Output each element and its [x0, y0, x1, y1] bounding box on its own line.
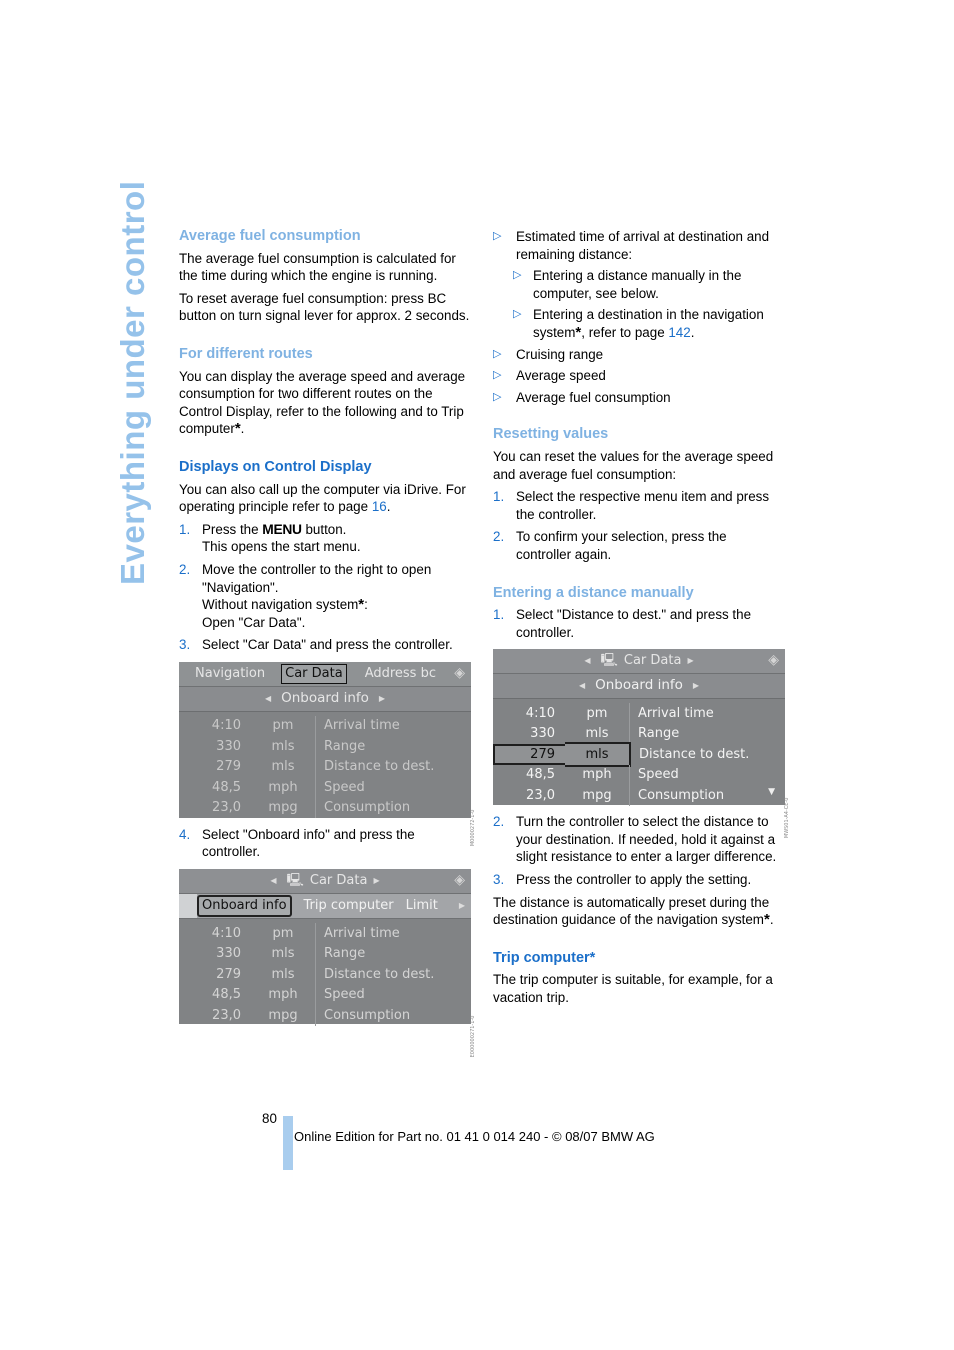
values-table — [179, 919, 471, 1028]
value: 279 — [493, 744, 565, 766]
row-label: Arrival time — [324, 718, 400, 734]
arrow-right-icon: ▶ — [458, 901, 465, 911]
unit: pm — [251, 716, 316, 737]
value: 23,0 — [212, 1007, 241, 1023]
value: 4:10 — [211, 718, 241, 734]
paragraph — [493, 894, 785, 929]
table-row-selected[interactable] — [493, 744, 785, 765]
steps-list — [493, 813, 785, 888]
table-row — [493, 703, 785, 724]
value: 23,0 — [212, 800, 241, 816]
list-item — [493, 346, 785, 364]
table-row — [179, 716, 471, 737]
arrow-right-icon: ▶ — [692, 681, 700, 691]
bullet-text: Entering a distance manually in the computer, see below. — [533, 268, 742, 301]
text: Without navigation system — [202, 597, 359, 613]
value: 48,5 — [212, 987, 241, 1003]
side-chapter-title: Everything under control — [114, 180, 151, 585]
menu-button-label: MENU — [262, 521, 302, 537]
table-row — [493, 765, 785, 786]
tab-indicator — [179, 894, 197, 918]
text: You can display the average speed and average consumption for two different routes on the Control Display, refer to the following and to Trip computer — [179, 368, 466, 437]
option-star: * — [234, 420, 241, 438]
list-item — [493, 813, 785, 866]
text: button. — [301, 521, 347, 537]
row-label: Consumption — [638, 787, 725, 803]
step-number: 2. — [179, 561, 191, 577]
value: 330 — [216, 946, 241, 962]
table-row — [179, 985, 471, 1006]
screen-onboard-info — [179, 869, 477, 1058]
step-number: 3. — [179, 637, 191, 653]
heading-average-fuel: Average fuel consumption — [179, 228, 361, 244]
step-number: 4. — [179, 826, 191, 842]
footer-accent-bar — [283, 1116, 293, 1170]
step-number: 2. — [493, 529, 505, 545]
row-label: Speed — [324, 987, 365, 1003]
step-number: 1. — [493, 607, 505, 623]
text: . — [240, 421, 245, 437]
list-item — [513, 306, 785, 341]
row-label: Speed — [324, 779, 365, 795]
unit: mls — [565, 724, 630, 745]
row-label: Distance to dest. — [324, 759, 435, 775]
table-row — [179, 944, 471, 965]
tab-onboard-info[interactable]: Onboard info — [197, 895, 292, 917]
arrow-right-icon: ▶ — [373, 876, 380, 886]
page-link-142[interactable]: 142 — [668, 324, 691, 340]
table-row — [493, 724, 785, 745]
screen-title-bar — [493, 649, 785, 674]
tab-limit[interactable]: Limit — [405, 898, 438, 914]
values-table — [493, 699, 785, 808]
value: 330 — [530, 726, 555, 742]
arrow-right-icon: ▶ — [378, 694, 386, 704]
bullet-arrow-icon: ▷ — [493, 347, 502, 360]
step-text: Select the respective menu item and press the controller. — [516, 489, 770, 522]
list-item — [493, 488, 785, 523]
list-item — [493, 606, 785, 641]
right-column — [493, 228, 791, 1012]
unit: mph — [565, 765, 630, 786]
bullet-arrow-icon: ▷ — [493, 390, 502, 403]
image-code: E000000271-1-0 — [470, 1016, 477, 1058]
list-item — [513, 267, 785, 302]
screen-title: Car Data — [623, 653, 682, 669]
row-label: Range — [324, 738, 366, 754]
list-item — [493, 528, 785, 563]
page-link-16[interactable]: 16 — [371, 499, 387, 515]
paragraph: You can reset the values for the average speed and average fuel consumption: — [493, 448, 774, 482]
arrow-right-icon: ▶ — [687, 656, 694, 666]
image-code: MWS01-A4-CE-0 — [784, 797, 791, 838]
bullet-arrow-icon: ▷ — [513, 308, 522, 321]
steps-list — [179, 521, 471, 654]
step-text: Select "Onboard info" and press the controller. — [202, 826, 415, 860]
bullet-text: Average speed — [516, 368, 606, 384]
row-label: Speed — [638, 767, 679, 783]
value: 4:10 — [525, 705, 555, 721]
text: . — [690, 324, 695, 340]
values-table — [179, 712, 471, 821]
bullet-text: Cruising range — [516, 346, 604, 362]
heading-different-routes: For different routes — [179, 345, 313, 362]
unit: pm — [565, 703, 630, 724]
value: 4:10 — [211, 925, 241, 941]
unit: mls — [251, 757, 316, 778]
text: This opens the start menu. — [202, 539, 361, 555]
unit: mls — [251, 964, 316, 985]
screen-sub-bar — [179, 687, 471, 712]
list-item — [179, 826, 471, 861]
bullet-text — [533, 306, 785, 341]
option-star: * — [763, 911, 770, 929]
paragraph: To reset average fuel consumption: press BC button on turn signal lever for approx. 2 seconds. — [179, 290, 470, 324]
text: Entering a destination in the navigation system — [533, 307, 764, 340]
left-column — [179, 228, 477, 1058]
step-text: Select "Distance to dest." and press the controller. — [516, 607, 752, 640]
value: 279 — [216, 759, 241, 775]
step-text: Select "Car Data" and press the controller. — [202, 637, 453, 653]
step-text: Turn the controller to select the distance to your destination. If needed, hold it against a slight resistance to enter a larger difference. — [516, 814, 777, 865]
car-icon: 🖳 — [600, 653, 618, 669]
table-row — [179, 777, 471, 798]
screen-distance-entry — [493, 649, 791, 838]
table-row — [179, 964, 471, 985]
step-text — [202, 521, 471, 556]
option-star: * — [575, 323, 582, 341]
value: 330 — [216, 738, 241, 754]
list-item — [179, 561, 471, 631]
list-item — [493, 389, 785, 407]
row-label: Consumption — [324, 1007, 411, 1023]
text: Move the controller to the right to open "Navigation". — [202, 561, 432, 595]
page-number: 80 — [262, 1111, 277, 1126]
car-icon: 🖳 — [286, 873, 304, 889]
text: , refer to page — [581, 324, 669, 340]
table-row — [179, 1005, 471, 1026]
heading-trip-computer: Trip computer* — [493, 949, 596, 966]
controller-dial-icon: ◈ — [454, 872, 465, 889]
screen-tab-bar — [179, 662, 471, 687]
table-row — [179, 757, 471, 778]
step-text: Press the controller to apply the setting. — [516, 872, 752, 888]
bullet-text: Average fuel consumption — [516, 389, 671, 405]
tab-car-data[interactable]: Car Data — [281, 664, 347, 684]
tab-trip-computer[interactable]: Trip computer — [303, 898, 394, 914]
bullet-text: Estimated time of arrival at destination and remaining distance: — [516, 229, 770, 262]
screen-title: Car Data — [309, 873, 368, 889]
row-label: Range — [638, 726, 680, 742]
list-item — [179, 521, 471, 556]
unit: mpg — [251, 1005, 316, 1026]
list-item — [493, 367, 785, 385]
option-star: * — [358, 596, 365, 614]
unit: pm — [251, 923, 316, 944]
step-number: 1. — [179, 521, 191, 537]
unit: mpg — [251, 798, 316, 819]
screen-tab-bar — [179, 894, 471, 919]
table-row — [179, 798, 471, 819]
value: 279 — [216, 966, 241, 982]
table-row — [179, 736, 471, 757]
heading-resetting-values: Resetting values — [493, 426, 609, 443]
text: Press the — [202, 521, 263, 537]
bullet-arrow-icon: ▷ — [493, 230, 502, 242]
row-label: Arrival time — [638, 705, 714, 721]
sub-list — [513, 267, 785, 341]
row-label: Arrival time — [324, 925, 400, 941]
value: 23,0 — [526, 787, 555, 803]
heading-displays-control: Displays on Control Display — [179, 458, 372, 475]
steps-list — [493, 488, 785, 563]
unit: mph — [251, 985, 316, 1006]
steps-list — [493, 606, 785, 641]
paragraph: The average fuel consumption is calculated for the time during which the engine is running. — [179, 250, 456, 284]
unit: mph — [251, 777, 316, 798]
unit: mls — [565, 742, 631, 767]
bullet-arrow-icon: ▷ — [513, 269, 522, 282]
submenu-onboard-info[interactable]: Onboard info — [595, 677, 683, 694]
screen-title-bar — [179, 869, 471, 894]
row-label: Consumption — [324, 800, 411, 816]
row-label: Range — [324, 946, 366, 962]
unit: mls — [251, 944, 316, 965]
value: 48,5 — [212, 779, 241, 795]
scroll-down-icon: ▼ — [768, 786, 775, 797]
paragraph — [179, 481, 471, 516]
table-row — [179, 923, 471, 944]
text: You can also call up the computer via iDrive. For operating principle refer to page — [179, 481, 466, 515]
step-number: 2. — [493, 814, 505, 830]
step-number: 3. — [493, 872, 505, 888]
step-number: 1. — [493, 489, 505, 505]
steps-list — [179, 826, 471, 861]
step-text: To confirm your selection, press the controller again. — [516, 529, 727, 562]
submenu-onboard-info[interactable]: Onboard info — [281, 690, 369, 707]
table-row — [493, 785, 785, 806]
arrow-left-icon: ◀ — [264, 694, 272, 704]
list-item — [179, 636, 471, 654]
unit: mls — [251, 736, 316, 757]
step-text — [202, 561, 471, 631]
paragraph: The trip computer is suitable, for example, for a vacation trip. — [493, 972, 773, 1006]
arrow-left-icon: ◀ — [584, 656, 591, 666]
text: The distance is automatically preset during the destination guidance of the navigation system — [493, 894, 770, 928]
image-code: M0000272-1-0 — [470, 809, 477, 847]
paragraph — [179, 368, 471, 438]
tab-address-book[interactable]: Address bc — [364, 666, 436, 682]
value: 48,5 — [526, 767, 555, 783]
arrow-left-icon: ◀ — [270, 876, 277, 886]
bullet-arrow-icon: ▷ — [493, 369, 502, 382]
controller-dial-icon: ◈ — [454, 665, 465, 682]
heading-entering-distance: Entering a distance manually — [493, 584, 694, 601]
tab-navigation[interactable]: Navigation — [195, 666, 266, 682]
controller-dial-icon: ◈ — [768, 652, 779, 669]
text: . — [769, 912, 774, 928]
row-label: Distance to dest. — [324, 966, 435, 982]
text: : — [364, 597, 368, 613]
unit: mpg — [565, 785, 630, 806]
footer-edition-note: Online Edition for Part no. 01 41 0 014 240 - © 08/07 BMW AG — [294, 1129, 655, 1144]
arrow-left-icon: ◀ — [578, 681, 586, 691]
list-item — [493, 228, 785, 263]
list-item — [493, 871, 785, 889]
text: . — [386, 499, 391, 515]
row-label: Distance to dest. — [639, 746, 750, 762]
screen-sub-bar — [493, 674, 785, 699]
text: Open "Car Data". — [202, 614, 306, 630]
